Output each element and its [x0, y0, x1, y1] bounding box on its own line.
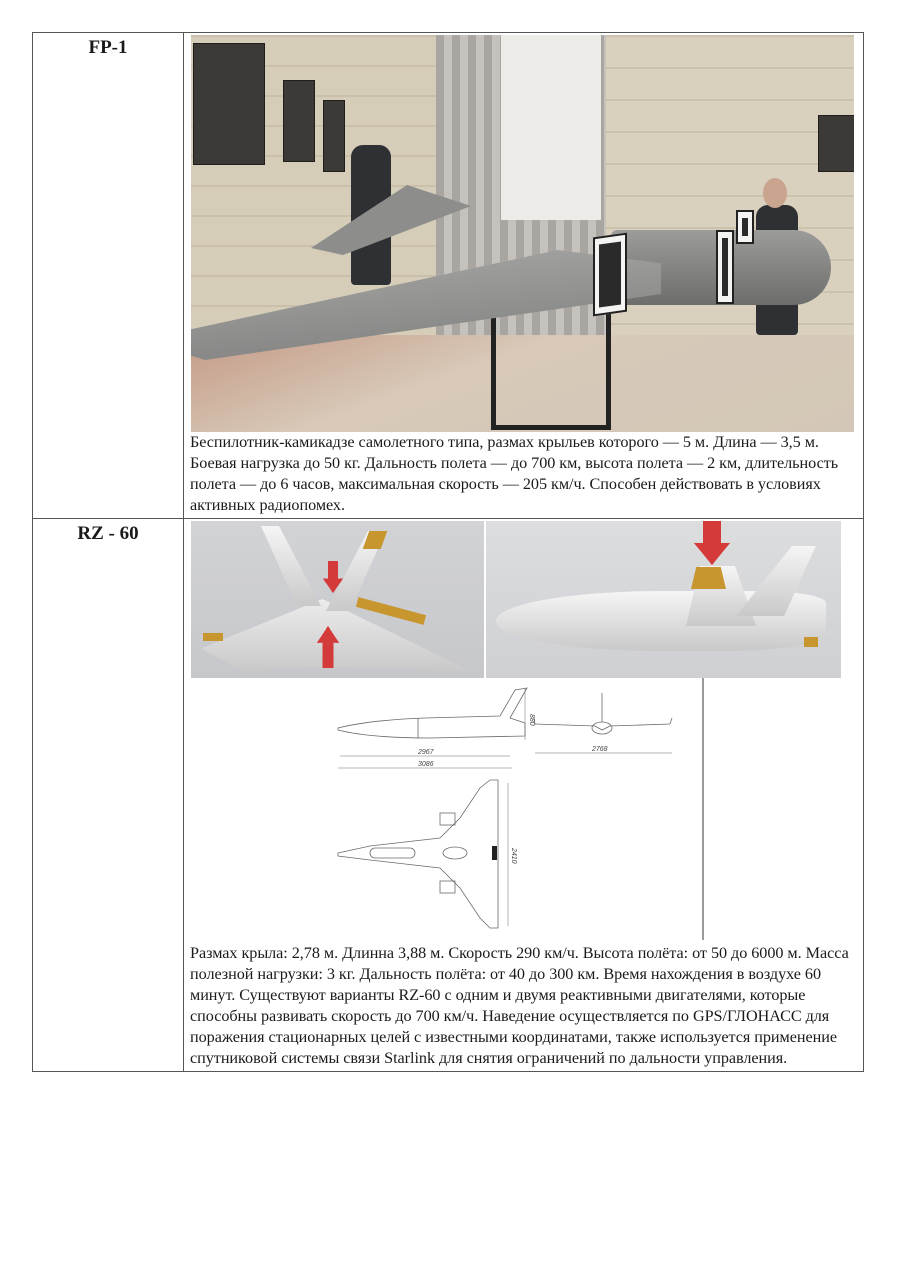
content-cell-rz60 — [184, 519, 864, 1072]
motor-icon — [492, 846, 497, 860]
table-row-rz60 — [33, 519, 864, 1072]
fp1-description: Беспилотник-камикадзе самолетного типа, размах крыльев которого — 5 м. Длина — 3,5 м. Боевая нагрузка до 50 кг. Дальность полета — до 700 км, высота полета — 2 км, длительность полета — до 6 часов, максимальная скорость — 205 км/ч. Способен действовать в условиях активных радиопомех. — [190, 433, 839, 514]
rz60-gold-tip — [363, 531, 388, 549]
top-view — [338, 780, 508, 928]
name-cell-rz60 — [33, 519, 184, 1072]
rz60-top-view-photo — [191, 521, 484, 678]
table-row-fp1 — [33, 33, 864, 519]
red-arrow-down-icon — [694, 521, 730, 565]
fp1-exhibition-photo — [191, 35, 854, 432]
info-placard — [736, 210, 754, 244]
rz60-render-photos — [191, 521, 863, 678]
drone-name-fp1: FP-1 — [88, 37, 128, 58]
dim-span-front: 2768 — [592, 746, 608, 753]
wall-picture — [193, 43, 265, 165]
dim-span-top: 2410 — [510, 848, 517, 864]
drone-spec-table — [32, 32, 864, 1072]
wall-picture — [818, 115, 854, 172]
content-cell-fp1 — [184, 33, 864, 519]
dim-length-total: 3086 — [418, 761, 434, 768]
photo-window — [501, 35, 601, 220]
rz60-technical-drawing — [330, 678, 704, 940]
rz60-gold-tip — [804, 637, 818, 647]
technical-drawing-svg — [330, 678, 702, 940]
info-placard — [716, 230, 734, 304]
dim-length-inner: 2967 — [418, 749, 434, 756]
side-view — [338, 688, 527, 768]
rz60-description: Размах крыла: 2,78 м. Длинна 3,88 м. Скорость 290 км/ч. Высота полёта: от 50 до 6000 м. Масса полезной нагрузки: 3 кг. Дальность полёта: от 40 до 300 км. Время нахождения в воздухе 60 минут. Существуют варианты RZ-60 с одним и двумя реактивными двигателями, которые способны развивать скорость до 700 км/ч. Наведение осуществляется по GPS/ГЛОНАСС для поражения стационарных целей с известными координатами, также используется применение спутниковой системы связи Starlink для снятия ограничений по дальности управления. — [190, 944, 849, 1067]
dim-height: 880 — [528, 714, 535, 726]
name-cell-fp1 — [33, 33, 184, 519]
rz60-gold-tip — [691, 567, 726, 589]
rz60-gold-tip — [203, 633, 223, 641]
front-view — [534, 693, 672, 753]
rz60-fin — [261, 526, 321, 606]
wall-picture — [323, 100, 345, 172]
person-head — [763, 178, 787, 208]
info-placard — [593, 233, 627, 317]
rz60-side-view-photo — [486, 521, 841, 678]
drone-name-rz60: RZ - 60 — [77, 523, 139, 544]
photo-wall-right — [606, 35, 854, 355]
wall-picture — [283, 80, 315, 162]
